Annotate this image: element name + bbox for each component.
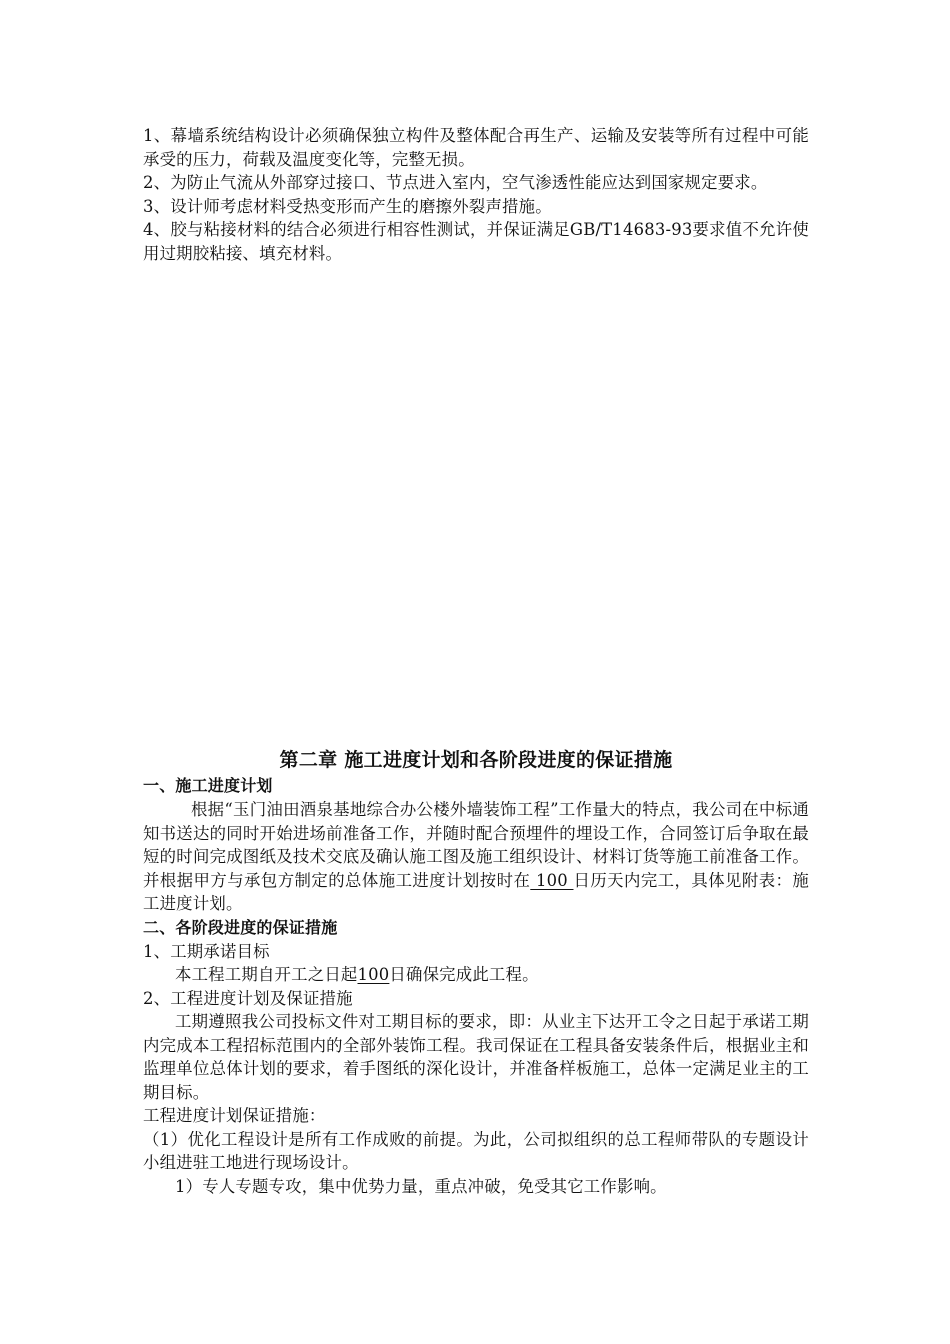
- subsection-title: 2、工程进度计划及保证措施: [143, 988, 353, 1008]
- list-item: 4、胶与粘接材料的结合必须进行相容性测试，并保证满足GB/T14683-93要求值不允许使用过期胶粘接、填充材料。: [143, 220, 809, 263]
- commitment-text-after: 日确保完成此工程。: [389, 965, 539, 984]
- schedule-paragraph: [143, 798, 809, 916]
- schedule-text-after: 日历天内完工，具体见附表：施工进度计划。: [143, 870, 809, 913]
- section-heading-schedule: 一、施工进度计划: [143, 776, 273, 795]
- chapter-title: 第二章 施工进度计划和各阶段进度的保证措施: [279, 749, 673, 771]
- measure-subitem: 1）专人专题专攻，集中优势力量，重点冲破，免受其它工作影响。: [175, 1176, 667, 1196]
- measures-label: 工程进度计划保证措施：: [143, 1106, 326, 1125]
- list-item: 3、设计师考虑材料受热变形而产生的磨擦外裂声措施。: [143, 196, 552, 216]
- chapter-two: [143, 746, 809, 1198]
- progress-paragraph: 工期遵照我公司投标文件对工期目标的要求，即：从业主下达开工令之日起于承诺工期内完成本工程招标范围内的全部外装饰工程。我司保证在工程具备安装条件后，根据业主和监理单位总体计划的要求，着手图纸的深化设计，并准备样板施工，总体一定满足业主的工期目标。: [143, 1012, 809, 1102]
- list-item: 1、幕墙系统结构设计必须确保独立构件及整体配合再生产、运输及安装等所有过程中可能承受的压力，荷载及温度变化等，完整无损。: [143, 126, 809, 169]
- section-heading-guarantee: 二、各阶段进度的保证措施: [143, 917, 338, 937]
- schedule-text-before: 根据“玉门油田酒泉基地综合办公楼外墙装饰工程”工作量大的特点，我公司在中标通知书送达的同时开始进场前准备工作，并随时配合预埋件的埋设工作，合同签订后争取在最短的时间完成图纸及技术交底及确认施工图及施工组织设计、材料订货等施工前准备工作。并根据甲方与承包方制定的总体施工进度计划按时在: [143, 800, 809, 890]
- list-item: 2、为防止气流从外部穿过接口、节点进入室内，空气渗透性能应达到国家规定要求。: [143, 173, 768, 192]
- commitment-days: 100: [357, 965, 390, 984]
- commitment-paragraph: [143, 963, 809, 987]
- subsection-title: 1、工期承诺目标: [143, 941, 270, 961]
- schedule-days: 100: [530, 870, 574, 890]
- measure-item: （1）优化工程设计是所有工作成败的前提。为此，公司拟组织的总工程师带队的专题设计小组进驻工地进行现场设计。: [143, 1129, 809, 1172]
- commitment-text-before: 本工程工期自开工之日起: [175, 965, 358, 984]
- requirements-list: [143, 124, 809, 265]
